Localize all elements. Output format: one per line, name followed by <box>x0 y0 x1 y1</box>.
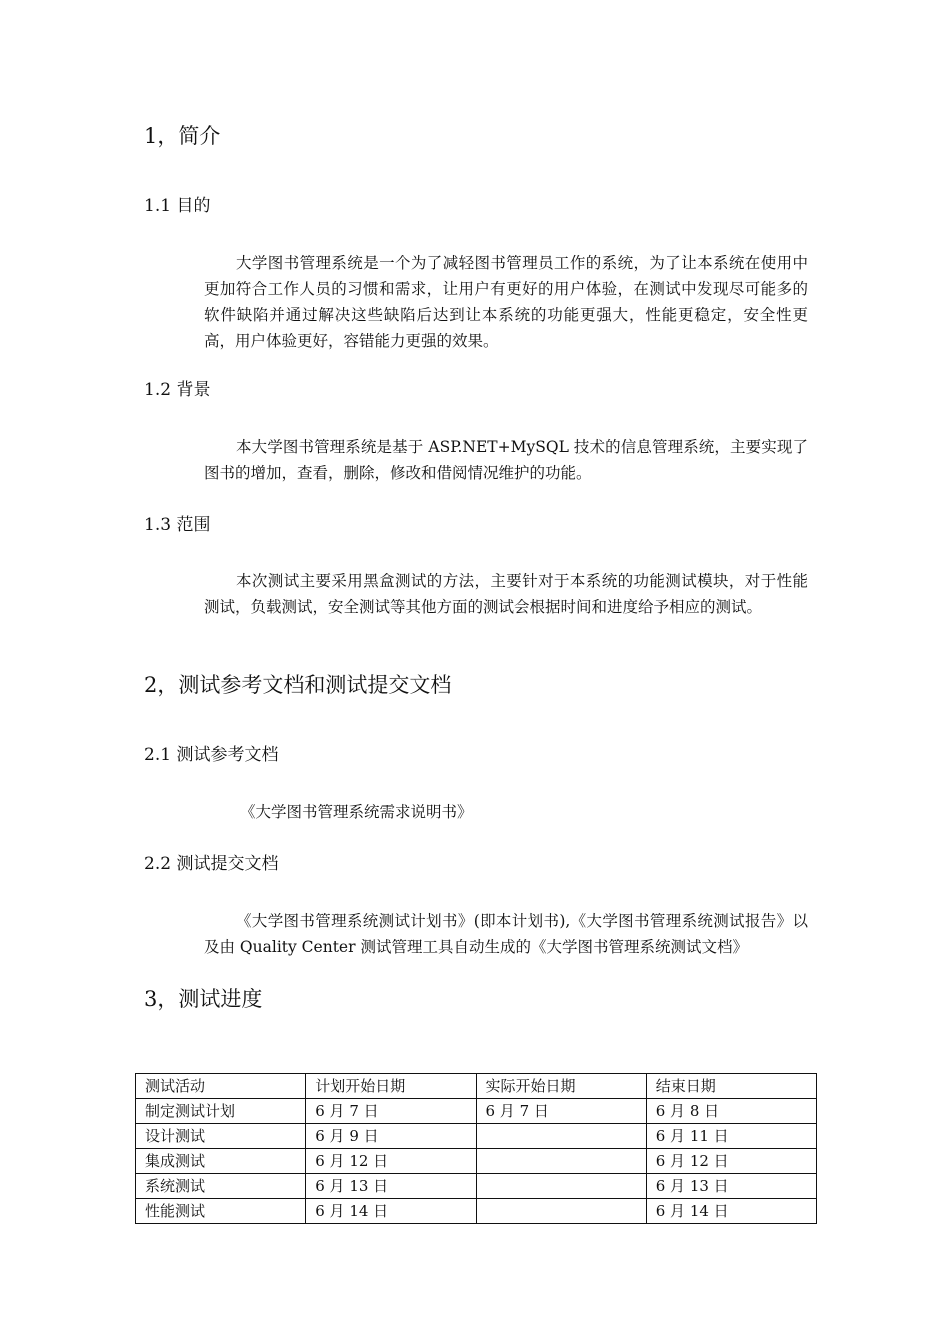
table-row <box>136 1124 817 1149</box>
table-cell <box>476 1199 646 1224</box>
table-cell: 6 月 9 日 <box>306 1124 476 1149</box>
section-1-1-paragraph: 大学图书管理系统是一个为了减轻图书管理员工作的系统，为了让本系统在使用中更加符合工作人员的习惯和需求，让用户有更好的用户体验，在测试中发现尽可能多的软件缺陷并通过解决这些缺陷后达到让本系统的功能更强大，性能更稳定，安全性更高，用户体验更好，容错能力更强的效果。 <box>204 254 808 350</box>
table-header-cell: 实际开始日期 <box>476 1074 646 1099</box>
table-cell: 6 月 14 日 <box>646 1199 816 1224</box>
section-2-1-heading: 2.1 测试参考文档 <box>144 745 279 765</box>
section-1-3-paragraph: 本次测试主要采用黑盒测试的方法，主要针对于本系统的功能测试模块，对于性能测试，负载测试，安全测试等其他方面的测试会根据时间和进度给予相应的测试。 <box>204 572 808 616</box>
table-cell: 6 月 8 日 <box>646 1099 816 1124</box>
table-row <box>136 1099 817 1124</box>
table-header-cell: 测试活动 <box>136 1074 306 1099</box>
table-row <box>136 1174 817 1199</box>
table-cell <box>476 1174 646 1199</box>
schedule-table <box>135 1073 817 1224</box>
table-cell: 6 月 14 日 <box>306 1199 476 1224</box>
table-cell: 6 月 13 日 <box>646 1174 816 1199</box>
table-cell: 制定测试计划 <box>136 1099 306 1124</box>
table-cell: 6 月 11 日 <box>646 1124 816 1149</box>
table-cell: 6 月 7 日 <box>306 1099 476 1124</box>
section-2-heading: 2，测试参考文档和测试提交文档 <box>144 673 452 697</box>
table-cell: 性能测试 <box>136 1199 306 1224</box>
section-1-2-heading: 1.2 背景 <box>144 380 211 400</box>
section-1-heading: 1，简介 <box>144 124 221 148</box>
table-row <box>136 1199 817 1224</box>
section-2-1-document-title: 《大学图书管理系统需求说明书》 <box>240 803 473 821</box>
section-2-2-heading: 2.2 测试提交文档 <box>144 854 279 874</box>
section-1-2-paragraph: 本大学图书管理系统是基于 ASP.NET+MySQL 技术的信息管理系统，主要实现了图书的增加，查看，删除，修改和借阅情况维护的功能。 <box>204 438 808 482</box>
section-1-1-heading: 1.1 目的 <box>144 196 211 216</box>
section-1-3-heading: 1.3 范围 <box>144 515 211 535</box>
section-3-heading: 3，测试进度 <box>144 987 263 1011</box>
table-cell: 6 月 13 日 <box>306 1174 476 1199</box>
table-row <box>136 1149 817 1174</box>
table-cell: 6 月 12 日 <box>646 1149 816 1174</box>
table-cell: 设计测试 <box>136 1124 306 1149</box>
table-cell: 6 月 7 日 <box>476 1099 646 1124</box>
table-cell: 6 月 12 日 <box>306 1149 476 1174</box>
table-header-row <box>136 1074 817 1099</box>
table-cell: 系统测试 <box>136 1174 306 1199</box>
table-cell <box>476 1124 646 1149</box>
section-2-2-paragraph: 《大学图书管理系统测试计划书》(即本计划书),《大学图书管理系统测试报告》以及由 Quality Center 测试管理工具自动生成的《大学图书管理系统测试文档》 <box>204 912 808 956</box>
table-header-cell: 计划开始日期 <box>306 1074 476 1099</box>
table-cell <box>476 1149 646 1174</box>
table-cell: 集成测试 <box>136 1149 306 1174</box>
table-header-cell: 结束日期 <box>646 1074 816 1099</box>
